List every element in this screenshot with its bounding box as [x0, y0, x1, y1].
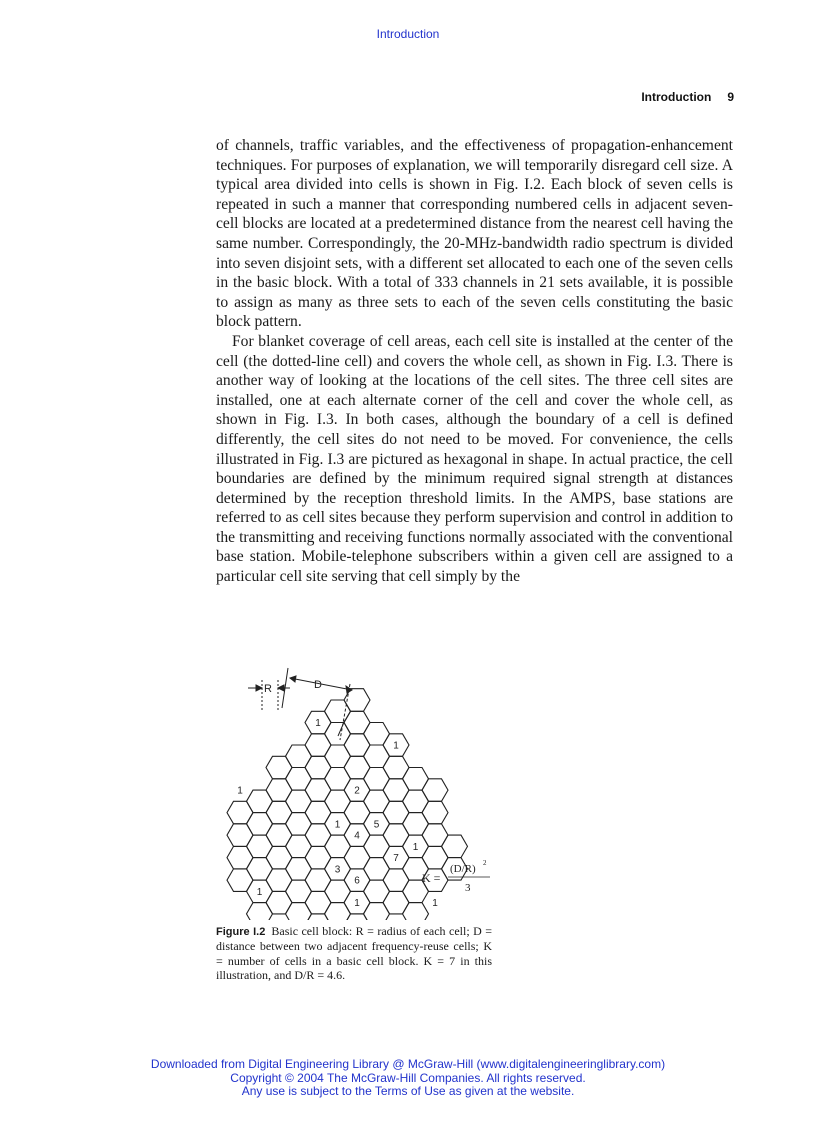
cell-label: 1: [315, 718, 321, 729]
hex-cell: [227, 801, 253, 824]
hex-cell: [403, 768, 429, 791]
hex-cell: [364, 745, 390, 768]
hex-cell: [383, 801, 409, 824]
hex-cell: [325, 723, 351, 746]
cell-label: 1: [354, 898, 360, 910]
hex-cell: [286, 903, 312, 920]
formula-k-label: K =: [422, 871, 441, 885]
cell-label: 5: [373, 819, 380, 831]
hex-cell: [344, 734, 370, 757]
hex-cell: [305, 779, 331, 802]
hex-cell: [364, 835, 390, 858]
formula-numerator: (D/R): [450, 863, 476, 875]
hex-cell: [383, 756, 409, 779]
hex-cell: [344, 801, 370, 824]
hex-cell: [383, 891, 409, 914]
label-r: R: [264, 683, 272, 695]
running-title: Introduction: [641, 90, 712, 104]
hex-cell: [266, 756, 292, 779]
hex-cell: [383, 869, 409, 892]
paragraph-2: For blanket coverage of cell areas, each cell site is installed at the center of the cell (the dotted-line cell) and covers the whole cell, as shown in Fig. I.3. There is another way of looking at the locations of the cell sites. The three cell sites are installed, one at each alternate corner of the cell and cover the whole cell, as shown in Fig. I.3. In both cases, although the boundary of a cell is defined differently, the cell sites do not need to be moved. For convenience, the cells illustrated in Fig. I.3 are pictured as hexagonal in shape. In actual practice, the cell boundaries are defined by the minimum required signal strength at distances determined by the reception threshold limits. In the AMPS, base stations are referred to as cell sites because they perform supervision and control in addition to the transmitting and receiving functions normally associated with the conventional base station. Mobile-telephone subscribers within a given cell are assigned to a particular cell site serving that cell simply by the: [216, 332, 733, 586]
cell-label: 1: [412, 841, 419, 853]
label-d: D: [314, 679, 322, 691]
hex-cell: [286, 813, 312, 836]
hex-cell-figure: [210, 660, 500, 920]
hex-cell: [266, 846, 292, 869]
hex-cell: [286, 858, 312, 881]
hex-cell: [364, 903, 390, 920]
footer-line-3: Any use is subject to the Terms of Use as given at the website.: [241, 1084, 575, 1098]
hex-cell: [422, 779, 448, 802]
cell-label: 1: [237, 785, 243, 797]
hex-cell: [266, 824, 292, 847]
cell-label: 6: [354, 875, 360, 887]
page-number: 9: [727, 90, 734, 104]
hex-cell: [325, 880, 351, 903]
hex-cell: [325, 903, 351, 920]
body-text: [216, 136, 733, 587]
hex-cell: [325, 768, 351, 791]
hex-cell: [266, 891, 292, 914]
hex-cell: [227, 846, 253, 869]
running-head: [560, 90, 734, 104]
hex-cell: [286, 790, 312, 813]
formula-k: [422, 859, 490, 894]
cell-label: 4: [354, 830, 360, 842]
dimension-marks: [248, 668, 352, 740]
hex-cell: [344, 711, 370, 734]
hex-cell: [247, 790, 273, 813]
hex-cell: [344, 756, 370, 779]
figure-caption: [216, 924, 492, 982]
hex-cell: [325, 790, 351, 813]
hex-cell: [286, 745, 312, 768]
formula-denominator: 3: [465, 882, 471, 894]
hex-cell: [422, 801, 448, 824]
hex-cell: [286, 835, 312, 858]
footer-notice: [0, 1058, 816, 1099]
hex-cell: [325, 745, 351, 768]
hex-cell: [247, 903, 273, 920]
cell-label: 1: [256, 886, 263, 898]
hex-cell: [247, 813, 273, 836]
footer-line-1[interactable]: Downloaded from Digital Engineering Library @ McGraw-Hill (www.digitalengineeringlibrary.com): [150, 1057, 666, 1071]
caption-text: Basic cell block: R = radius of each cell; D = distance between two adjacent frequency-reuse cells; K = number of cells in a basic cell block. K = 7 in this illustration, and D/R = 4.6.: [216, 924, 492, 982]
hex-cell: [305, 801, 331, 824]
hex-cell: [364, 790, 390, 813]
hex-cell: [442, 835, 468, 858]
cell-label: 1: [393, 740, 399, 752]
hex-cell: [403, 790, 429, 813]
hex-cell: [383, 824, 409, 847]
hex-cell: [305, 891, 331, 914]
hex-cell: [305, 734, 331, 757]
paragraph-1: of channels, traffic variables, and the effectiveness of propagation-enhancement techniques. For purposes of explanation, we will temporarily disregard cell size. A typical area divided into cells is shown in Fig. I.2. Each block of seven cells is repeated in such a manner that corresponding numbered cells in adjacent seven-cell blocks are located at a predetermined distance from the nearest cell having the same number. Correspondingly, the 20-MHz-bandwidth radio spectrum is divided into seven disjoint sets, with a different set allocated to each one of the seven cells in the basic block. With a total of 333 channels in 21 sets available, it is possible to assign as many as three sets to each of the seven cells constituting the basic block pattern.: [216, 137, 733, 331]
hex-cell: [422, 824, 448, 847]
top-link-introduction[interactable]: Introduction: [376, 27, 440, 41]
hex-cell: [305, 824, 331, 847]
cell-label: 1: [334, 819, 341, 831]
hex-cell: [325, 835, 351, 858]
cell-label: 3: [334, 864, 341, 876]
hex-cell: [286, 880, 312, 903]
hex-cell: [364, 723, 390, 746]
hex-cell: [286, 768, 312, 791]
hex-cell: [305, 869, 331, 892]
hex-cell: [247, 858, 273, 881]
footer-line-2: Copyright © 2004 The McGraw-Hill Companies. All rights reserved.: [230, 1070, 586, 1085]
hex-cell: [266, 779, 292, 802]
hex-cell: [403, 813, 429, 836]
hex-cell: [364, 880, 390, 903]
hex-cell: [364, 858, 390, 881]
cell-label: 2: [354, 785, 360, 797]
hex-cell: [403, 903, 429, 920]
cell-label: 7: [393, 853, 399, 865]
cell-label: 1: [432, 898, 438, 910]
hex-grid: [227, 689, 468, 920]
hex-cell: [422, 846, 448, 869]
hex-cell: [344, 846, 370, 869]
hex-cell: [364, 768, 390, 791]
hex-cell: [325, 700, 351, 723]
hex-cell: [227, 824, 253, 847]
hex-cell: [266, 869, 292, 892]
formula-exponent: 2: [483, 859, 487, 867]
hex-cell: [247, 835, 273, 858]
hex-cell: [227, 869, 253, 892]
hex-cell: [266, 801, 292, 824]
hex-cell: [383, 779, 409, 802]
hex-cell: [305, 846, 331, 869]
caption-label: Figure I.2: [216, 926, 266, 938]
hex-cell: [305, 756, 331, 779]
